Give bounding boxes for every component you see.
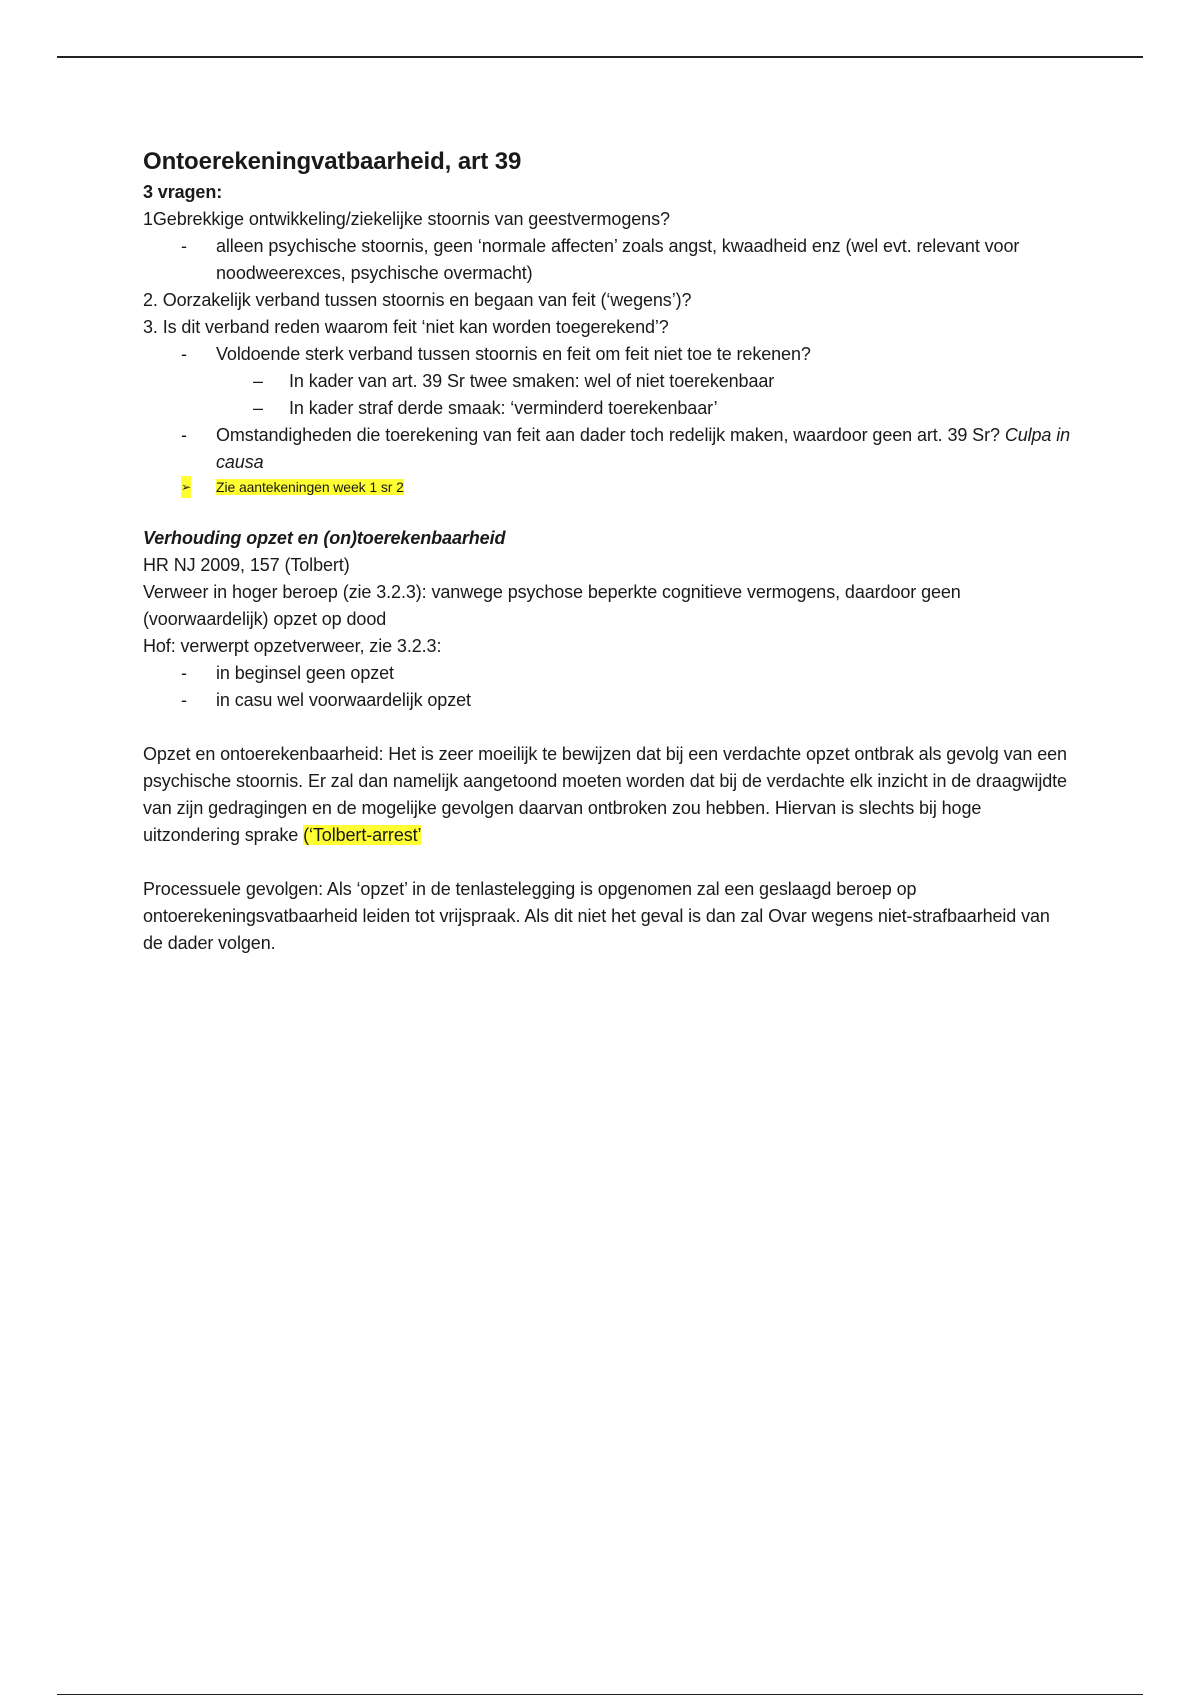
header-rule (57, 56, 1143, 58)
subtitle: 3 vragen: (143, 182, 223, 202)
note-item (143, 476, 1073, 498)
court-line: Hof: verwerpt opzetverweer, zie 3.2.3: (143, 636, 442, 656)
list-item-italic: Culpa in causa (216, 425, 1071, 472)
list-item (143, 233, 1073, 287)
list-item-text: in casu wel voorwaardelijk opzet (216, 690, 471, 710)
dash-bullet: - (181, 425, 187, 445)
list-item-text: Omstandigheden die toerekening van feit aan dader toch redelijk maken, waardoor geen art. 39 Sr? (216, 425, 1000, 445)
paragraph-text: Opzet en ontoerekenbaarheid: Het is zeer moeilijk te bewijzen dat bij een verdachte opzet ontbrak als gevolg van een psychische stoornis. Er zal dan namelijk aangetoond moeten worden dat bij de verdachte elk inzicht in de draagwijdte van zijn gedragingen en de mogelijke gevolgen daarvan ontbroken zou hebben. Hiervan is slechts bij hoge uitzondering sprake (143, 744, 1067, 845)
dash-bullet: - (181, 344, 187, 364)
question-3: 3. Is dit verband reden waarom feit ‘niet kan worden toegerekend’? (143, 317, 669, 337)
highlighted-reference: (‘Tolbert-arrest’ (303, 825, 422, 845)
question-1: 1Gebrekkige ontwikkeling/ziekelijke stoornis van geestvermogens? (143, 209, 670, 229)
en-dash-bullet: – (253, 398, 263, 418)
list-item (143, 341, 1073, 368)
case-reference: HR NJ 2009, 157 (Tolbert) (143, 555, 350, 575)
paragraph-opzet (143, 741, 1073, 849)
list-item-text: alleen psychische stoornis, geen ‘normale affecten’ zoals angst, kwaadheid enz (wel evt. relevant voor noodweerexces, psychische overmacht) (216, 236, 1020, 283)
note-text: Zie aantekeningen week 1 sr 2 (216, 479, 404, 495)
defense-paragraph: Verweer in hoger beroep (zie 3.2.3): vanwege psychose beperkte cognitieve vermogens, daardoor geen (voorwaardelijk) opzet op dood (143, 582, 961, 629)
footer-rule (57, 1694, 1143, 1695)
en-dash-bullet: – (253, 371, 263, 391)
list-item-text: Voldoende sterk verband tussen stoornis en feit om feit niet toe te rekenen? (216, 344, 811, 364)
document-body (143, 145, 1073, 957)
sub-list-item (143, 368, 1073, 395)
list-item (143, 422, 1073, 476)
spacer (143, 498, 1073, 525)
sub-list-item-text: In kader straf derde smaak: ‘verminderd toerekenbaar’ (289, 398, 718, 418)
paragraph-processueel: Processuele gevolgen: Als ‘opzet’ in de tenlastelegging is opgenomen zal een geslaagd beroep op ontoerekeningsvatbaarheid leiden tot vrijspraak. Als dit niet het geval is dan zal Ovar wegens niet-strafbaarheid van de dader volgen. (143, 879, 1050, 953)
document-title: Ontoerekeningvatbaarheid, art 39 (143, 148, 522, 175)
question-2: 2. Oorzakelijk verband tussen stoornis en begaan van feit (‘wegens’)? (143, 290, 692, 310)
list-item (143, 660, 1073, 687)
sub-list-item-text: In kader van art. 39 Sr twee smaken: wel of niet toerekenbaar (289, 371, 775, 391)
spacer (143, 714, 1073, 741)
dash-bullet: - (181, 663, 187, 683)
list-item-text: in beginsel geen opzet (216, 663, 394, 683)
sub-list-item (143, 395, 1073, 422)
arrow-bullet-icon: ➢ (181, 476, 191, 498)
dash-bullet: - (181, 690, 187, 710)
section-heading: Verhouding opzet en (on)toerekenbaarheid (143, 528, 506, 548)
dash-bullet: - (181, 236, 187, 256)
spacer (143, 849, 1073, 876)
list-item (143, 687, 1073, 714)
